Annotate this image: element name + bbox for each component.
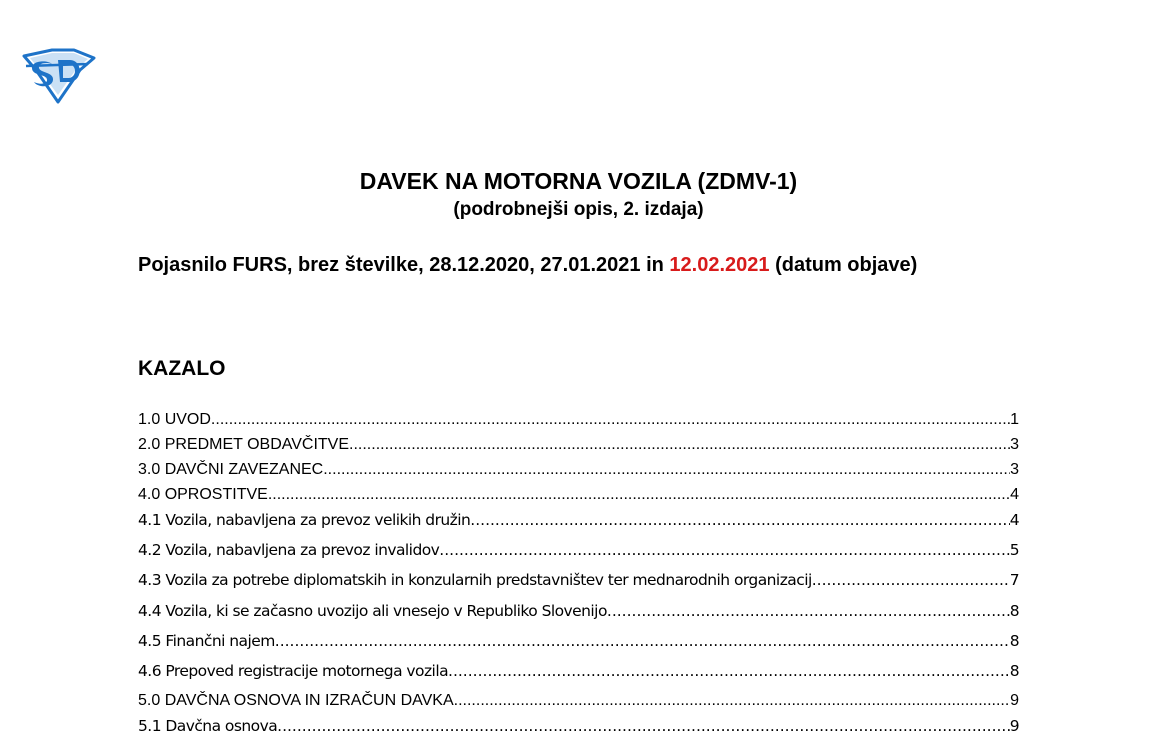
explanation-text: Pojasnilo FURS, brez številke, 28.12.2020, 27.01.2021 in [138, 254, 670, 276]
toc-leader-dots [812, 571, 1010, 589]
toc-entry[interactable] [138, 632, 1019, 650]
explanation-suffix: (datum objave) [769, 254, 918, 276]
toc-leader-dots [349, 436, 1010, 454]
toc-entry-label: 4.6 Prepoved registracije motornega vozila [138, 662, 449, 680]
toc-leader-dots [275, 632, 1010, 650]
toc-entry[interactable] [138, 511, 1019, 529]
toc-entry[interactable] [138, 717, 1019, 735]
toc-entry[interactable] [138, 571, 1019, 589]
toc-entry-label: 5.0 DAVČNA OSNOVA IN IZRAČUN DAVKA [138, 692, 454, 709]
toc-entry[interactable] [138, 436, 1019, 454]
toc-heading: KAZALO [138, 357, 226, 380]
toc-entry-label: 4.4 Vozila, ki se začasno uvozijo ali vnesejo v Republiko Slovenijo [138, 602, 607, 620]
toc-entry-label: 1.0 UVOD [138, 411, 211, 428]
toc-entry[interactable] [138, 662, 1019, 680]
toc-entry-page: 9 [1009, 717, 1019, 735]
toc-entry[interactable] [138, 486, 1019, 504]
toc-entry-label: 2.0 PREDMET OBDAVČITVE [138, 436, 350, 453]
toc-leader-dots [439, 541, 1009, 559]
toc-entry-page: 5 [1009, 541, 1019, 559]
toc-entry-label: 4.1 Vozila, nabavljena za prevoz velikih družin [138, 511, 471, 529]
toc-entry-label: 5.1 Davčna osnova [138, 717, 278, 735]
toc-leader-dots [607, 602, 1010, 620]
toc-leader-dots [211, 411, 1010, 429]
toc-entry-page: 8 [1009, 632, 1019, 650]
toc-entry[interactable] [138, 411, 1019, 429]
toc-entry-label: 3.0 DAVČNI ZAVEZANEC [138, 461, 324, 478]
toc-entry-label: 4.3 Vozila za potrebe diplomatskih in konzularnih predstavništev ter mednarodnih organizacij [138, 571, 812, 589]
toc-leader-dots [323, 461, 1010, 479]
toc-leader-dots [268, 486, 1010, 504]
toc-entry[interactable] [138, 692, 1019, 710]
toc-entry-page: 3 [1010, 436, 1019, 453]
publication-date-highlight: 12.02.2021 [669, 254, 770, 276]
toc-entry[interactable] [138, 602, 1019, 620]
toc-leader-dots [448, 662, 1010, 680]
financial-administration-logo-icon [22, 48, 96, 104]
toc-entry-page: 4 [1009, 511, 1019, 529]
toc-entry-page: 9 [1010, 692, 1019, 709]
document-title: DAVEK NA MOTORNA VOZILA (ZDMV-1) [359, 168, 798, 194]
toc-leader-dots [277, 717, 1010, 735]
toc-entry-page: 7 [1009, 571, 1019, 589]
toc-entry-page: 8 [1009, 602, 1019, 620]
toc-entry-page: 1 [1010, 411, 1019, 428]
document-subtitle: (podrobnejši opis, 2. izdaja) [453, 199, 704, 220]
toc-entry-page: 8 [1009, 662, 1019, 680]
toc-entry[interactable] [138, 461, 1019, 479]
toc-entry-page: 3 [1010, 461, 1019, 478]
toc-entry[interactable] [138, 541, 1019, 559]
toc-entry-label: 4.0 OPROSTITVE [138, 486, 268, 503]
toc-entry-label: 4.2 Vozila, nabavljena za prevoz invalidov [138, 541, 440, 559]
toc-entry-label: 4.5 Finančni najem [138, 632, 275, 650]
toc-entry-page: 4 [1010, 486, 1019, 503]
explanation-paragraph [138, 251, 1019, 279]
toc-leader-dots [470, 511, 1009, 529]
toc-leader-dots [454, 692, 1010, 710]
